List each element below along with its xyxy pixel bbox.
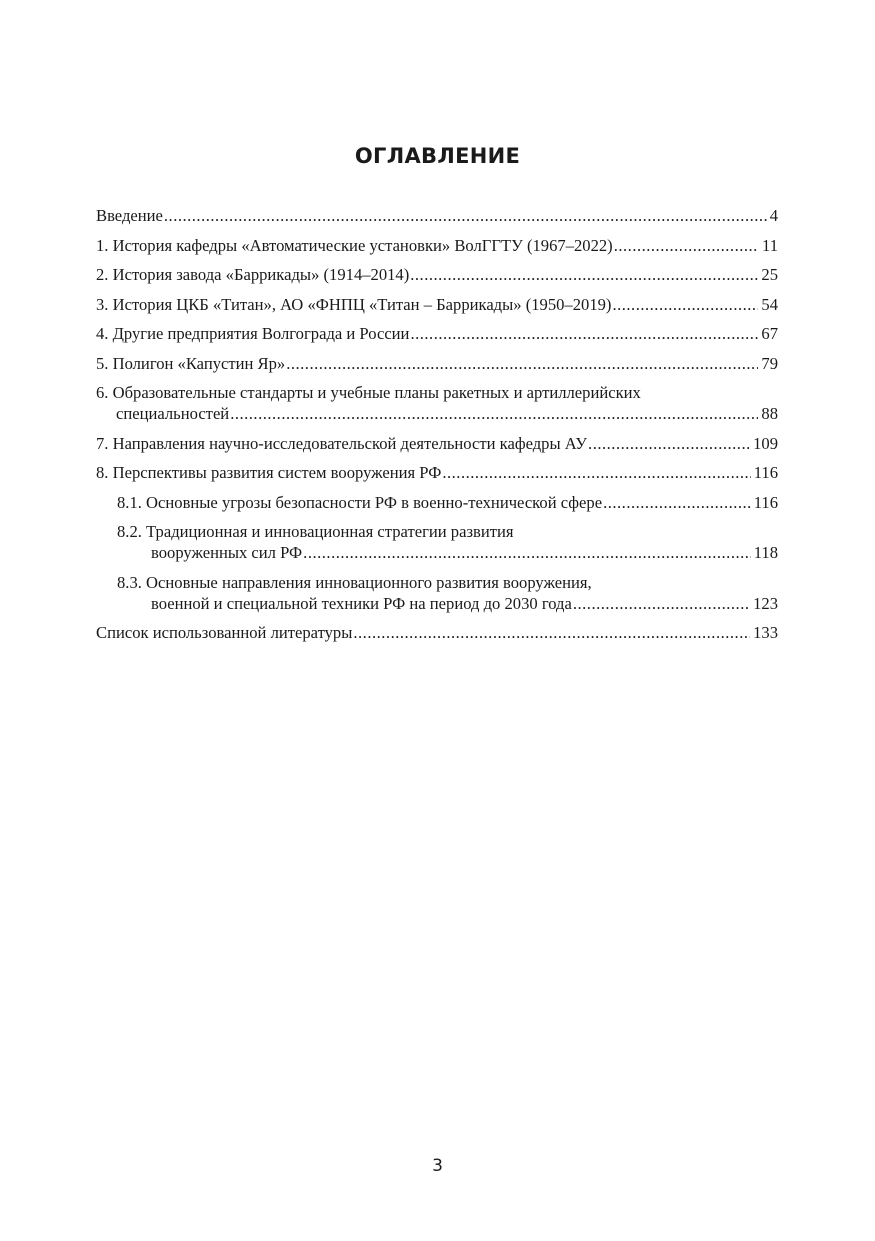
dot-leader [164,205,767,226]
toc-entry-chapter-3[interactable] [96,294,778,315]
toc-entry-page: 116 [753,492,778,512]
page-number: 3 [432,1156,443,1176]
toc-entry-page: 123 [753,593,778,613]
toc-entry-text-line-1: 8.2. Традиционная и инновационная стратегии развития [117,522,514,541]
toc-entry-page: 118 [753,543,778,562]
toc-entry-text: 4. Другие предприятия Волгограда и России [96,324,410,343]
toc-entry-page: 79 [761,353,778,373]
toc-entry-page: 109 [753,433,778,453]
toc-entry-text: 2. История завода «Баррикады» (1914–2014) [96,265,410,284]
dot-leader [603,492,751,513]
toc-entry-page: 25 [761,265,778,284]
dot-leader [442,462,750,483]
toc-entry-section-8-3[interactable] [96,572,778,614]
toc-entry-page: 67 [761,324,778,343]
toc-entry-page: 54 [761,294,778,314]
toc-entry-text-line-2: вооруженных сил РФ [151,543,303,562]
toc-entry-chapter-4[interactable] [96,323,778,344]
toc-entry-introduction[interactable] [96,205,778,226]
toc-entry-chapter-6[interactable] [96,382,778,424]
toc-entry-chapter-1[interactable] [96,235,778,256]
toc-entry-chapter-2[interactable] [96,264,778,285]
dot-leader [410,264,758,285]
dot-leader [573,593,750,614]
toc-entry-text-line-1: 8.3. Основные направления инновационного развития вооружения, [117,572,592,592]
table-of-contents [96,205,778,652]
toc-entry-page: 11 [762,235,778,255]
toc-entry-chapter-7[interactable] [96,433,778,454]
toc-entry-chapter-5[interactable] [96,353,778,374]
toc-entry-chapter-8[interactable] [96,462,778,483]
dot-leader [588,433,750,454]
dot-leader [353,622,750,643]
toc-entry-section-8-2[interactable] [96,521,778,563]
page-title: ОГЛАВЛЕНИЕ [354,144,521,168]
dot-leader [410,323,758,344]
toc-entry-page: 116 [753,463,778,482]
toc-entry-text: 8.1. Основные угрозы безопасности РФ в военно-технической сфере [117,492,603,512]
dot-leader [614,235,759,256]
toc-entry-text: 8. Перспективы развития систем вооружения РФ [96,463,442,482]
toc-entry-text: Введение [96,206,163,225]
dot-leader [230,403,758,424]
toc-entry-text: 7. Направления научно-исследовательской деятельности кафедры АУ [96,433,588,453]
dot-leader [303,542,751,563]
toc-entry-page: 88 [761,404,778,423]
toc-entry-bibliography[interactable] [96,622,778,643]
dot-leader [612,294,758,315]
toc-entry-text: 5. Полигон «Капустин Яр» [96,353,286,373]
toc-entry-text-line-2: специальностей [116,404,230,423]
toc-entry-page: 4 [769,206,778,225]
toc-entry-page: 133 [753,623,778,642]
dot-leader [286,353,758,374]
toc-entry-text: Список использованной литературы [96,623,353,642]
toc-entry-text-line-2: военной и специальной техники РФ на период до 2030 года [151,593,572,613]
toc-entry-text: 1. История кафедры «Автоматические установки» ВолГГТУ (1967–2022) [96,235,613,255]
toc-entry-text: 3. История ЦКБ «Титан», АО «ФНПЦ «Титан – Баррикады» (1950–2019) [96,294,612,314]
toc-entry-section-8-1[interactable] [96,492,778,513]
toc-entry-text-line-1: 6. Образовательные стандарты и учебные планы ракетных и артиллерийских [96,383,641,402]
